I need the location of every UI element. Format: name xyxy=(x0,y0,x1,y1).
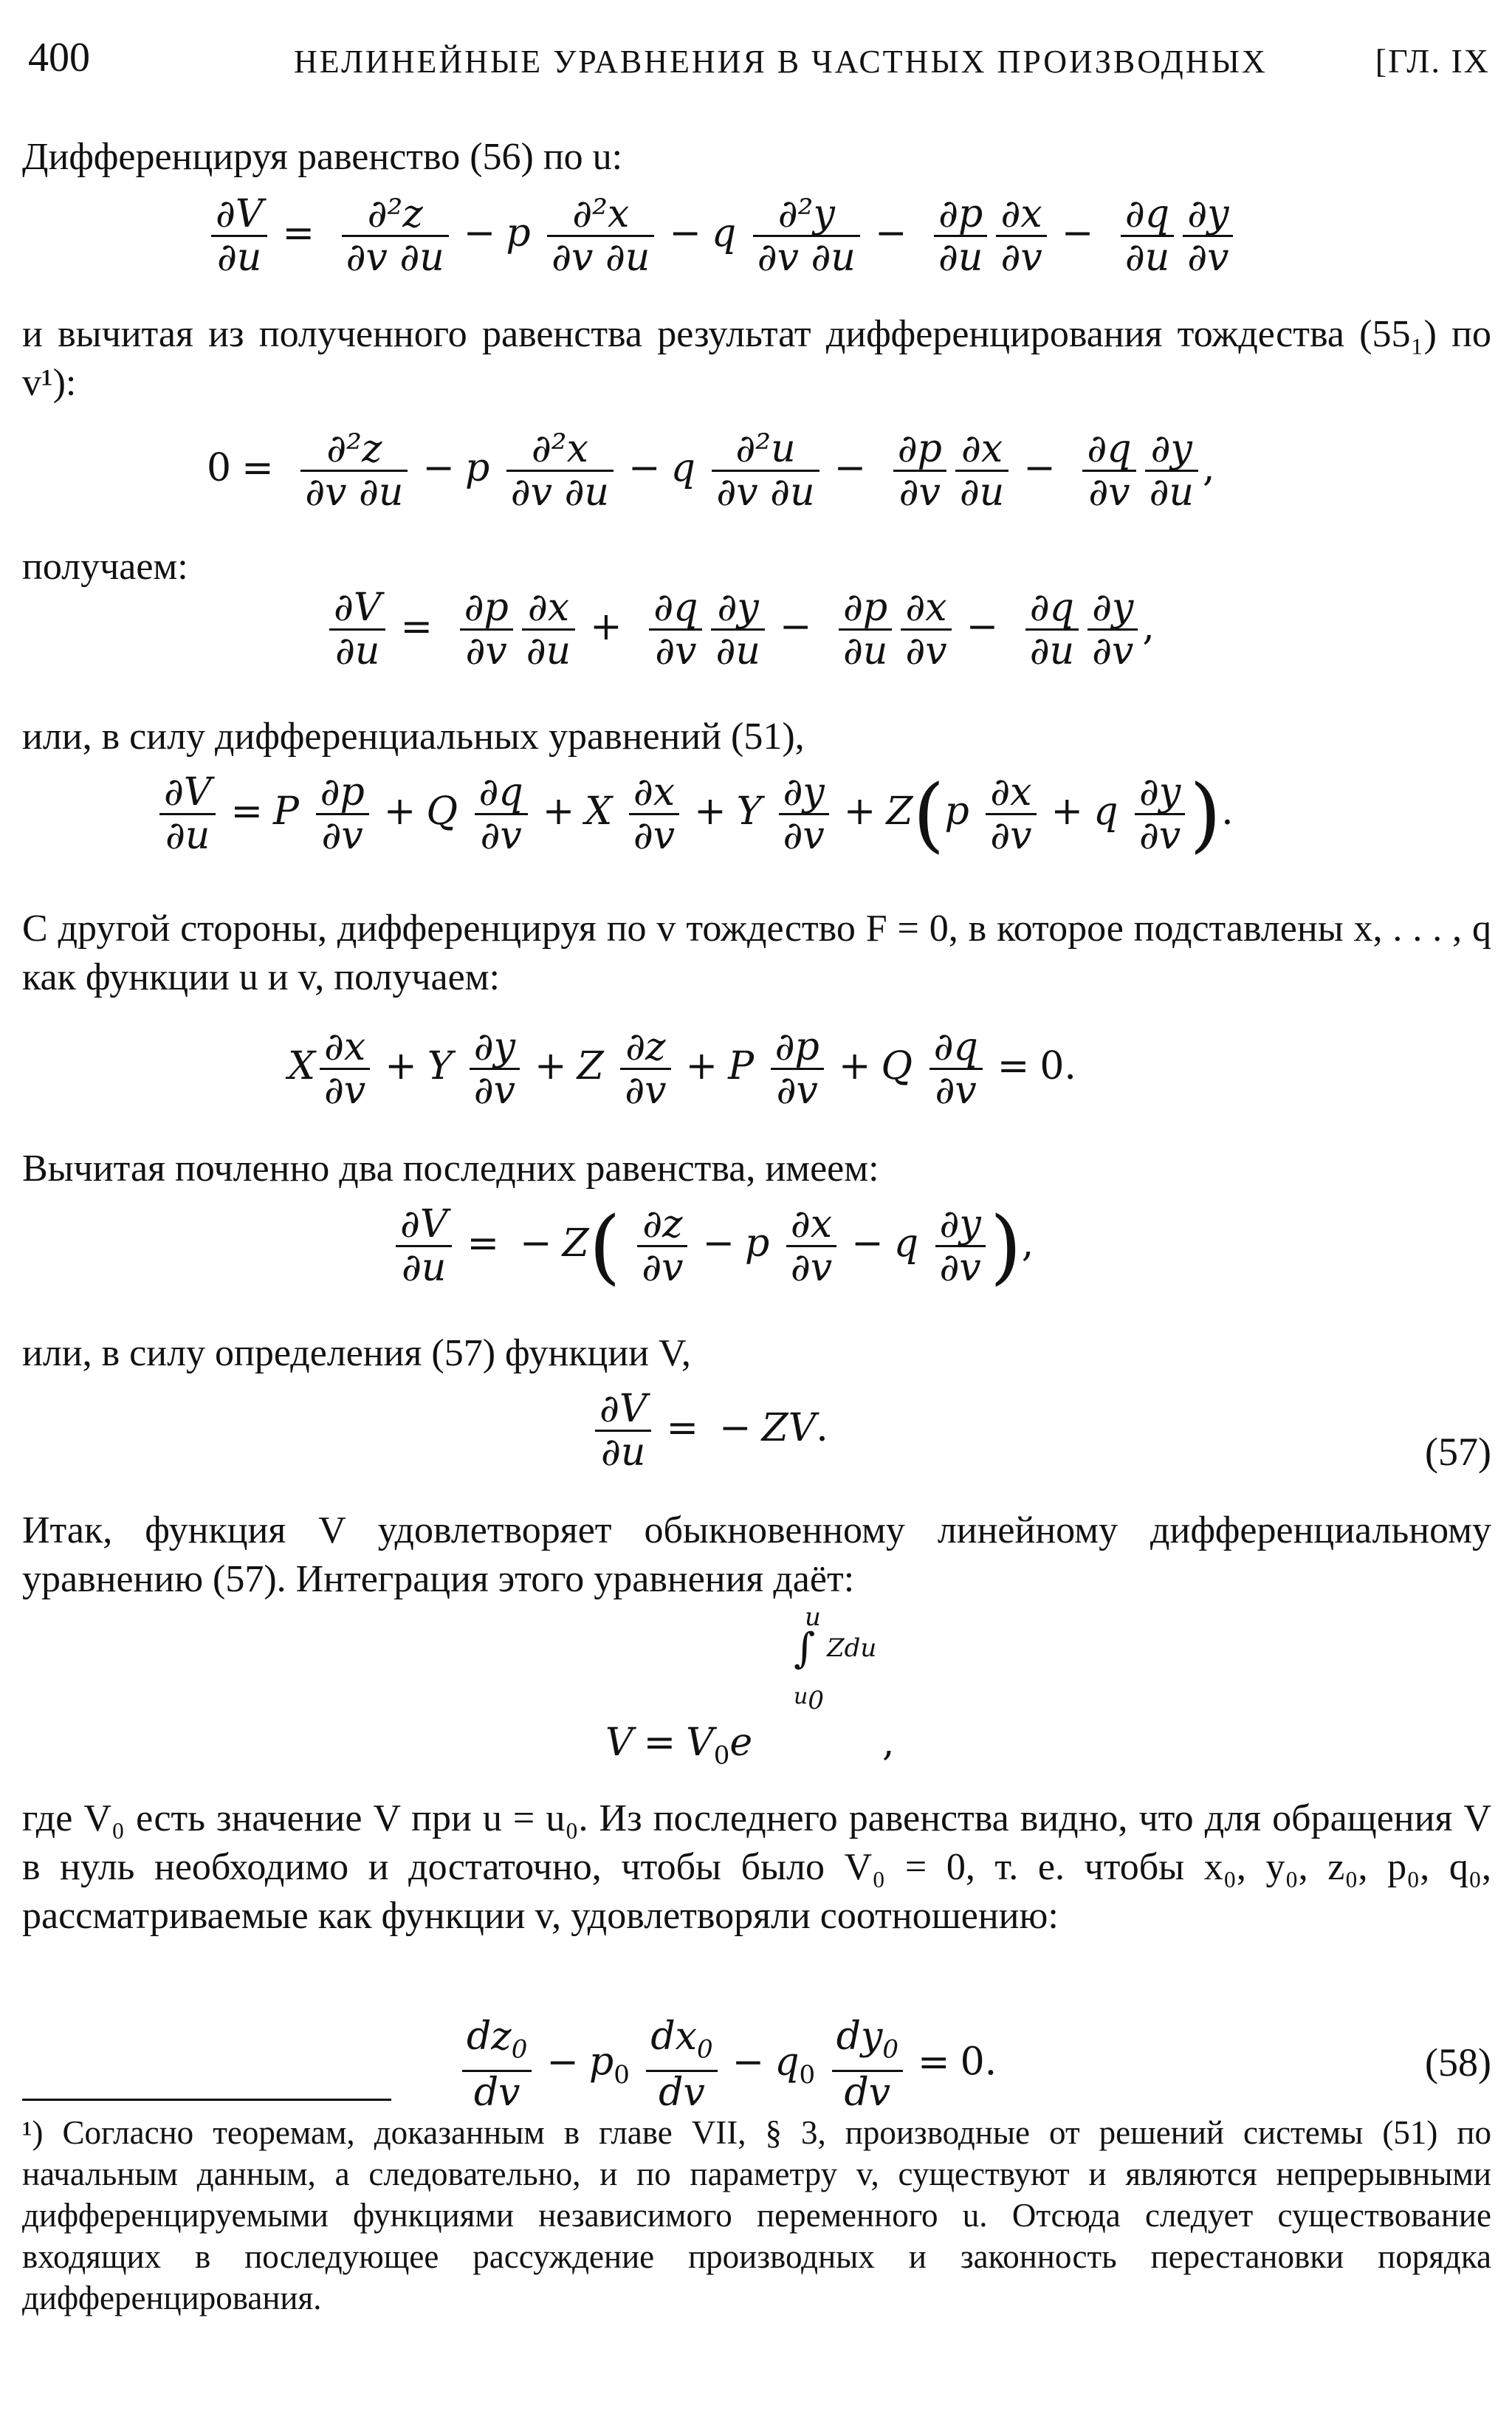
paragraph-2: и вычитая из полученного равенства результат дифференцирования тождества (55₁) по v¹): xyxy=(22,313,1491,404)
chapter-label: [ГЛ. IX xyxy=(1375,42,1490,80)
paragraph-7: или, в силу определения (57) функции V, xyxy=(22,1332,691,1374)
equation-number-57: (57) xyxy=(1425,1430,1491,1474)
paragraph-1: Дифференцируя равенство (56) по u: xyxy=(22,136,623,178)
page-number: 400 xyxy=(28,35,90,80)
paragraph-4: или, в силу дифференциальных уравнений (51), xyxy=(22,716,805,758)
equation-57: $\frac{\partial V}{\partial u}$ = − ZV. xyxy=(591,1388,828,1473)
equation-dV-du-3: $\frac{\partial V}{\partial u}$ = P $\frac{\partial p}{\partial v}$ + Q $\frac{\partial q}{\partial v}$ + X $\frac{\partial x}{\partial v}$ + Y $\frac{\partial y}{\partial v}$ + Z(p $\frac{\partial x}{\partial v}$ + q $\frac{\partial y}{\partial v}$ ). xyxy=(155,772,1234,857)
running-title: НЕЛИНЕЙНЫЕ УРАВНЕНИЯ В ЧАСТНЫХ ПРОИЗВОДНЫХ xyxy=(294,44,1268,80)
equation-58: $\frac{dz_0}{dv}$ − $p_0$ $\frac{dx_0}{dv}$ − $q_0$ $\frac{dy_0}{dv}$ = 0. xyxy=(458,2016,997,2113)
paragraph-9: где V₀ есть значение V при u = u₀. Из последнего равенства видно, что для обращения V в нуль необходимо и достаточно, чтобы было V₀ = 0, т. е. чтобы x₀, y₀, z₀, p₀, q₀, рассматриваемые как функции v, удовлетворяли соотношению: xyxy=(22,1797,1491,1937)
equation-difference: $\frac{\partial V}{\partial u}$ = − Z( $\frac{\partial z}{\partial v}$ − p $\frac{\partial x}{\partial v}$ − q $\frac{\partial y}{\partial v}$ ), xyxy=(391,1204,1034,1289)
paragraph-6: Вычитая почленно два последних равенства, имеем: xyxy=(22,1148,879,1190)
paragraph-8: Итак, функция V удовлетворяет обыкновенному линейному дифференциальному уравнению (57). Интеграция этого уравнения даёт: xyxy=(22,1509,1491,1600)
equation-solution: u ∫ Zdu $u_0$ $V = V_0e$ , xyxy=(605,1602,895,1771)
equation-number-58: (58) xyxy=(1425,2040,1491,2085)
paragraph-5: С другой стороны, дифференцируя по v тождество F = 0, в которое подставлены x, . . . , q как функции u и v, получаем: xyxy=(22,908,1491,998)
footnote-divider xyxy=(22,2099,391,2101)
equation-dV-du-2: $\frac{\partial V}{\partial u}$ = $\frac{\partial p}{\partial v}$ $\frac{\partial x}{\partial u}$ + $\frac{\partial q}{\partial v}$ $\frac{\partial y}{\partial u}$ − $\frac{\partial p}{\partial u}$ $\frac{\partial x}{\partial v}$ − $\frac{\partial q}{\partial u}$ $\frac{\partial y}{\partial v}$ , xyxy=(325,587,1155,672)
footnote: ¹) Согласно теоремам, доказанным в главе VII, § 3, производные от решений системы (51) по начальным данным, а следовательно, и по параметру v, существуют и являются непрерывными дифференцируемыми функциями независимого переменного u. Отсюда следует существование входящих в последующее рассуждение производных и законность перестановки порядка дифференцирования. xyxy=(22,2114,1491,2316)
paragraph-3: получаем: xyxy=(22,546,188,588)
equation-identity: X $\frac{\partial x}{\partial v}$ + Y $\frac{\partial y}{\partial v}$ + Z $\frac{\partial z}{\partial v}$ + P $\frac{\partial p}{\partial v}$ + Q $\frac{\partial q}{\partial v}$ = 0. xyxy=(288,1025,1076,1113)
page-header xyxy=(28,34,1497,86)
equation-zero: 0 = $\frac{\text{∂²z}}{\partial v \partial u}$ − p $\frac{\text{∂²x}}{\partial v \partial u}$ − q $\frac{\text{∂²u}}{\partial v \partial u}$ − $\frac{\partial p}{\partial v}$ $\frac{\partial x}{\partial u}$ − $\frac{\partial q}{\partial v}$ $\frac{\partial y}{\partial u}$ , xyxy=(207,427,1215,515)
equation-dV-du-1: $\frac{\partial V}{\partial u}$ = $\frac{\text{∂²z}}{\partial v \partial u}$ − p $\frac{\text{∂²x}}{\partial v \partial u}$ − q $\frac{\text{∂²y}}{\partial v \partial u}$ − $\frac{\partial p}{\partial u}$ $\frac{\partial x}{\partial v}$ − $\frac{\partial q}{\partial u}$ $\frac{\partial y}{\partial v}$ xyxy=(207,193,1237,278)
